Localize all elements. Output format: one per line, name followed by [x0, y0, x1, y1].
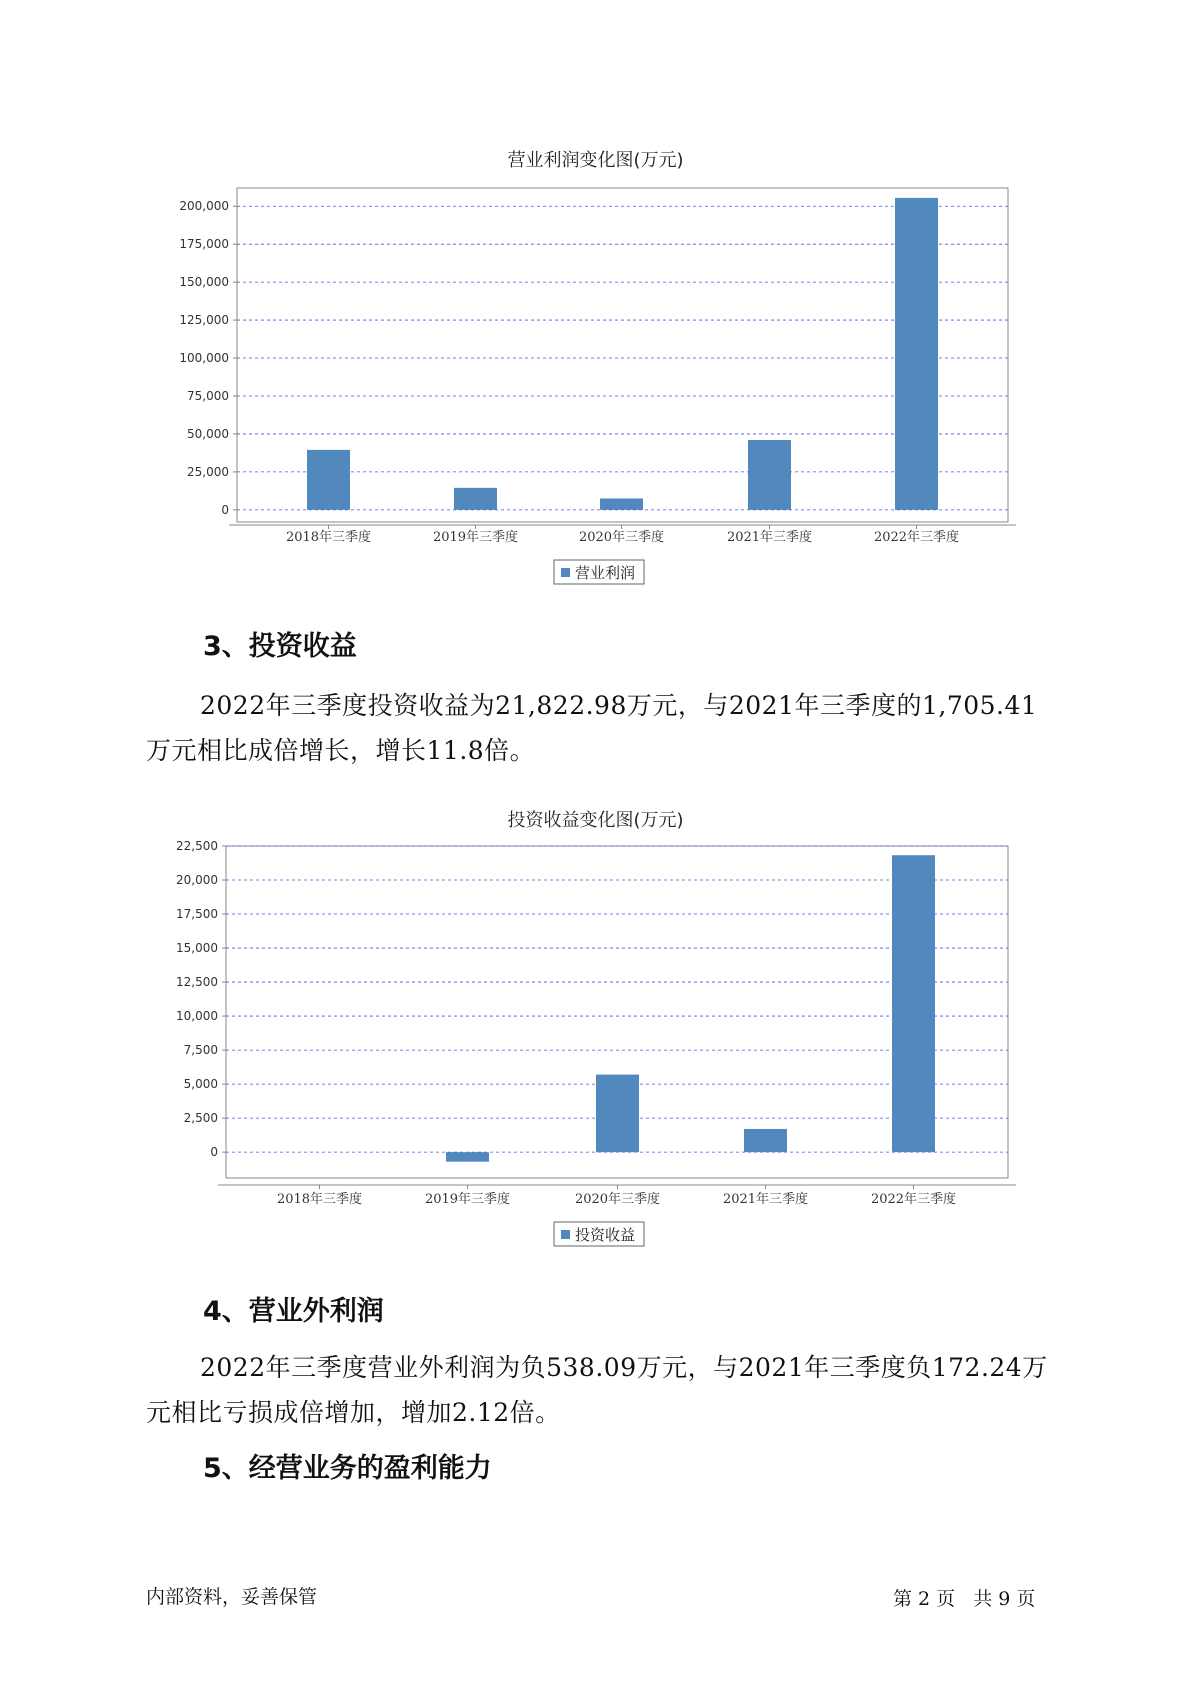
y-tick-label: 20,000 — [176, 873, 218, 888]
x-tick-label: 2019年三季度 — [432, 530, 519, 545]
chart-title-operating-profit: 营业利润变化图(万元) — [507, 150, 684, 171]
x-tick-label: 2021年三季度 — [722, 1192, 809, 1207]
section-heading-investment-income: 3、投资收益 — [203, 631, 357, 662]
y-tick-label: 17,500 — [176, 907, 218, 922]
footer-confidential-note: 内部资料，妥善保管 — [146, 1586, 318, 1608]
x-tick-label: 2020年三季度 — [578, 530, 665, 545]
x-tick-label: 2021年三季度 — [726, 530, 813, 545]
page-total: 9 — [998, 1588, 1011, 1610]
x-tick-label: 2018年三季度 — [285, 530, 372, 545]
y-tick-label: 125,000 — [179, 313, 229, 328]
y-tick-label: 15,000 — [176, 941, 218, 956]
section-heading-non-operating-profit: 4、营业外利润 — [203, 1296, 384, 1327]
x-tick-label: 2018年三季度 — [276, 1192, 363, 1207]
y-tick-label: 0 — [210, 1145, 218, 1160]
x-tick-label: 2022年三季度 — [870, 1192, 957, 1207]
y-tick-label: 22,500 — [176, 839, 218, 853]
page-mid: 页 — [936, 1588, 956, 1610]
legend-label: 投资收益 — [575, 1226, 636, 1244]
footer-page-number — [893, 1584, 1041, 1611]
total-prefix: 共 — [973, 1588, 993, 1610]
section-heading-profitability: 5、经营业务的盈利能力 — [203, 1453, 492, 1484]
y-tick-label: 2,500 — [183, 1111, 218, 1126]
y-tick-label: 5,000 — [183, 1077, 218, 1092]
y-tick-label: 12,500 — [176, 975, 218, 990]
y-tick-label: 100,000 — [179, 351, 229, 366]
y-tick-label: 50,000 — [187, 426, 229, 441]
y-tick-label: 7,500 — [183, 1043, 218, 1058]
bar — [744, 1129, 787, 1152]
y-tick-label: 150,000 — [179, 275, 229, 290]
y-tick-label: 10,000 — [176, 1009, 218, 1024]
legend-label: 营业利润 — [575, 564, 636, 582]
bar — [596, 1075, 639, 1153]
page-prefix: 第 — [893, 1588, 913, 1610]
y-tick-label: 25,000 — [187, 464, 229, 479]
legend — [554, 1222, 644, 1246]
chart-title-investment-income: 投资收益变化图(万元) — [507, 810, 684, 831]
x-tick-label: 2022年三季度 — [873, 530, 960, 545]
non-operating-profit-paragraph: 2022年三季度营业外利润为负538.09万元，与2021年三季度负172.24万元相比亏损成倍增加，增加2.12倍。 — [146, 1353, 1048, 1427]
investment-income-paragraph: 2022年三季度投资收益为21,822.98万元，与2021年三季度的1,705.41万元相比成倍增长，增长11.8倍。 — [146, 691, 1038, 765]
total-suffix: 页 — [1016, 1588, 1036, 1610]
x-tick-label: 2020年三季度 — [574, 1192, 661, 1207]
legend-swatch — [561, 1230, 570, 1239]
x-tick-label: 2019年三季度 — [424, 1192, 511, 1207]
y-tick-label: 175,000 — [179, 237, 229, 252]
bar — [446, 1152, 489, 1162]
y-tick-label: 0 — [221, 502, 229, 517]
bar — [892, 855, 935, 1152]
y-tick-label: 75,000 — [187, 388, 229, 403]
y-tick-label: 200,000 — [179, 199, 229, 214]
page-current: 2 — [918, 1588, 931, 1610]
